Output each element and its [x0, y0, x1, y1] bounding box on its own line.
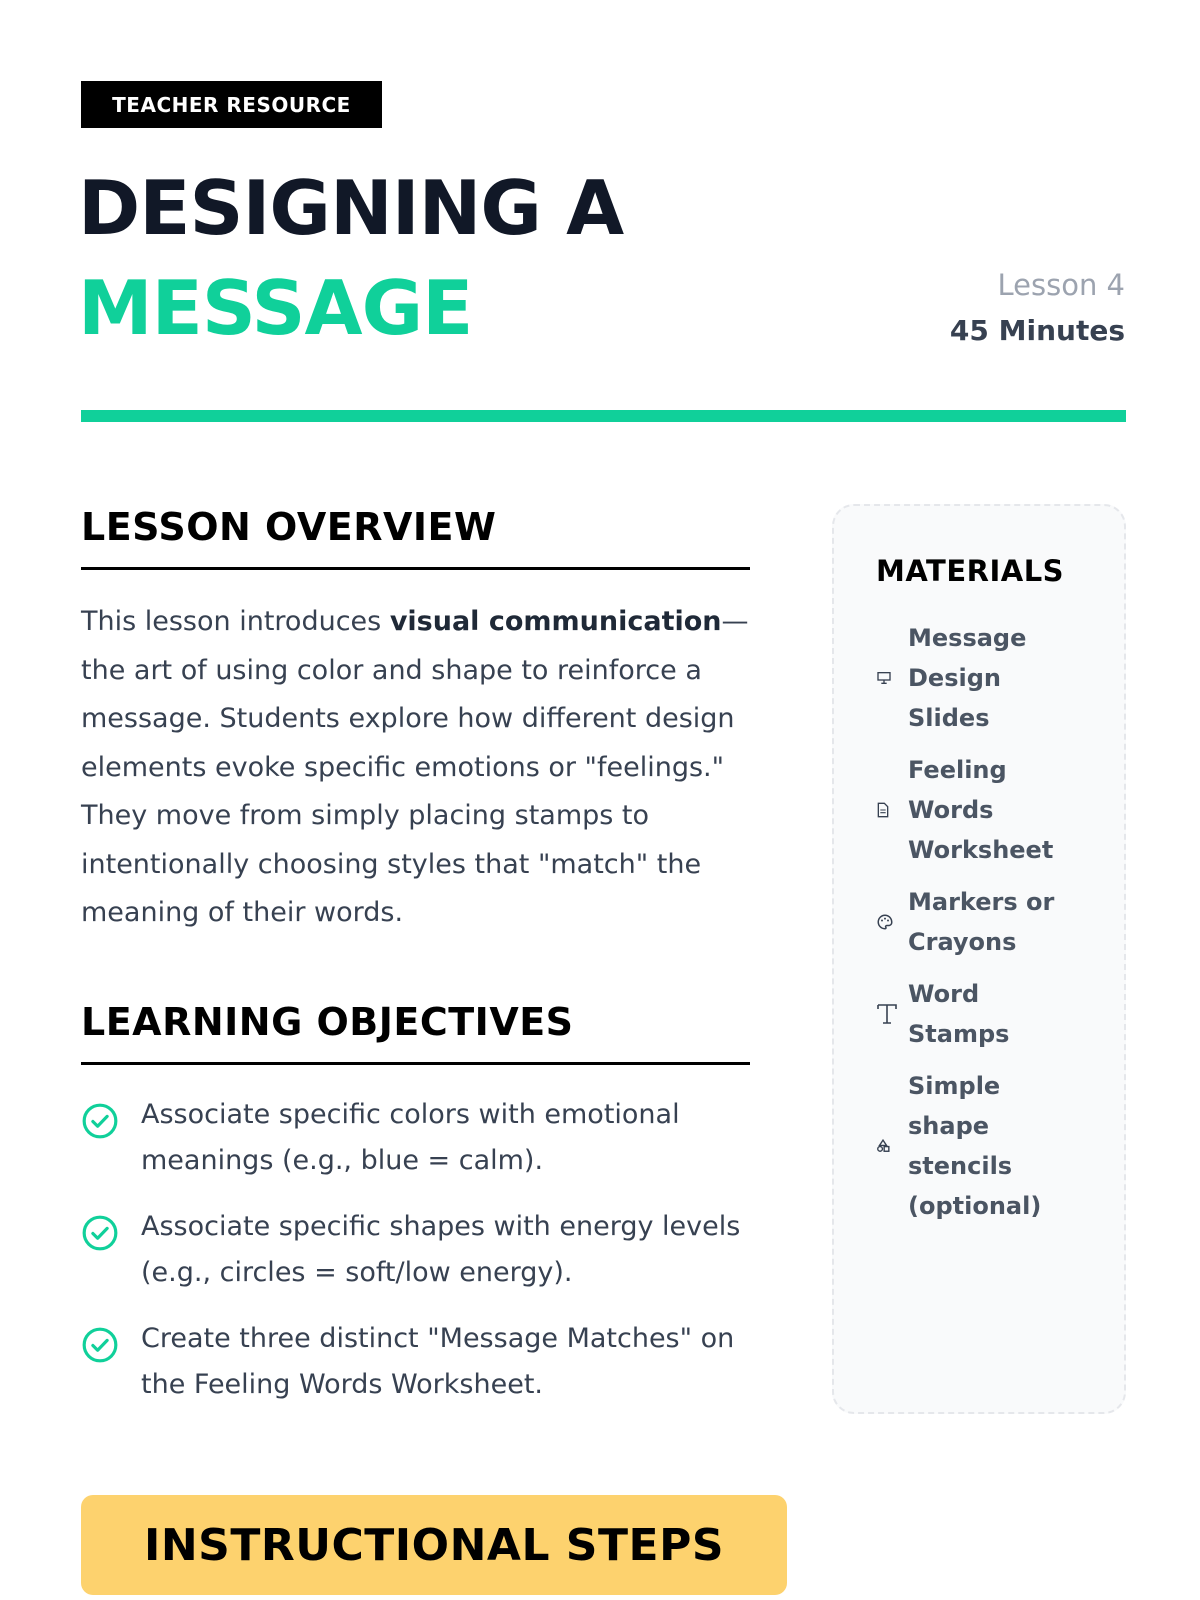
- objective-item: [81, 1316, 751, 1408]
- check-circle-icon: [81, 1214, 119, 1252]
- shapes-icon: [876, 1139, 908, 1153]
- presentation-icon: [876, 670, 908, 686]
- overview-text-bold: visual communication: [389, 606, 722, 637]
- materials-list: [876, 618, 1094, 1226]
- check-circle-icon: [81, 1326, 119, 1364]
- objective-item: [81, 1204, 751, 1296]
- instructional-steps-heading: INSTRUCTIONAL STEPS: [81, 1495, 787, 1595]
- header-divider: [81, 410, 1126, 422]
- material-item: [876, 974, 1094, 1054]
- teacher-resource-badge: TEACHER RESOURCE: [81, 81, 382, 128]
- objective-text: Create three distinct "Message Matches" on the Feeling Words Worksheet.: [141, 1323, 735, 1400]
- objectives-list: [81, 1092, 751, 1428]
- lesson-duration: 45 Minutes: [949, 314, 1125, 347]
- materials-heading: MATERIALS: [876, 554, 1065, 588]
- palette-icon: [876, 913, 908, 931]
- objective-text: Associate specific colors with emotional meanings (e.g., blue = calm).: [141, 1099, 680, 1176]
- check-circle-icon: [81, 1102, 119, 1140]
- page-title: [78, 158, 623, 358]
- material-item: [876, 1066, 1094, 1226]
- lesson-meta: [950, 262, 1125, 354]
- material-item: [876, 882, 1094, 962]
- document-icon: [876, 802, 908, 818]
- overview-heading: LESSON OVERVIEW: [81, 505, 750, 570]
- objective-text: Associate specific shapes with energy levels (e.g., circles = soft/low energy).: [141, 1211, 741, 1288]
- material-label: Message Design Slides: [908, 624, 1027, 732]
- objectives-heading: LEARNING OBJECTIVES: [81, 1000, 750, 1065]
- materials-panel: [832, 504, 1126, 1414]
- overview-paragraph: [81, 598, 751, 938]
- material-label: Word Stamps: [908, 980, 1010, 1048]
- page-title-line2: MESSAGE: [78, 264, 473, 352]
- text-icon: [876, 1002, 908, 1026]
- material-label: Markers or Crayons: [908, 888, 1055, 956]
- overview-text-end: —the art of using color and shape to reinforce a message. Students explore how different design elements evoke specific emotions or "feelings." They move from simply placing stamps to intentionally choosing styles that "match" the meaning of their words.: [81, 606, 749, 928]
- objective-item: [81, 1092, 751, 1184]
- overview-text-start: This lesson introduces: [81, 606, 390, 637]
- lesson-number: Lesson 4: [997, 268, 1125, 302]
- material-item: [876, 618, 1094, 738]
- material-item: [876, 750, 1094, 870]
- material-label: Simple shape stencils (optional): [908, 1072, 1042, 1220]
- page-title-line1: DESIGNING A: [78, 164, 624, 252]
- material-label: Feeling Words Worksheet: [908, 756, 1054, 864]
